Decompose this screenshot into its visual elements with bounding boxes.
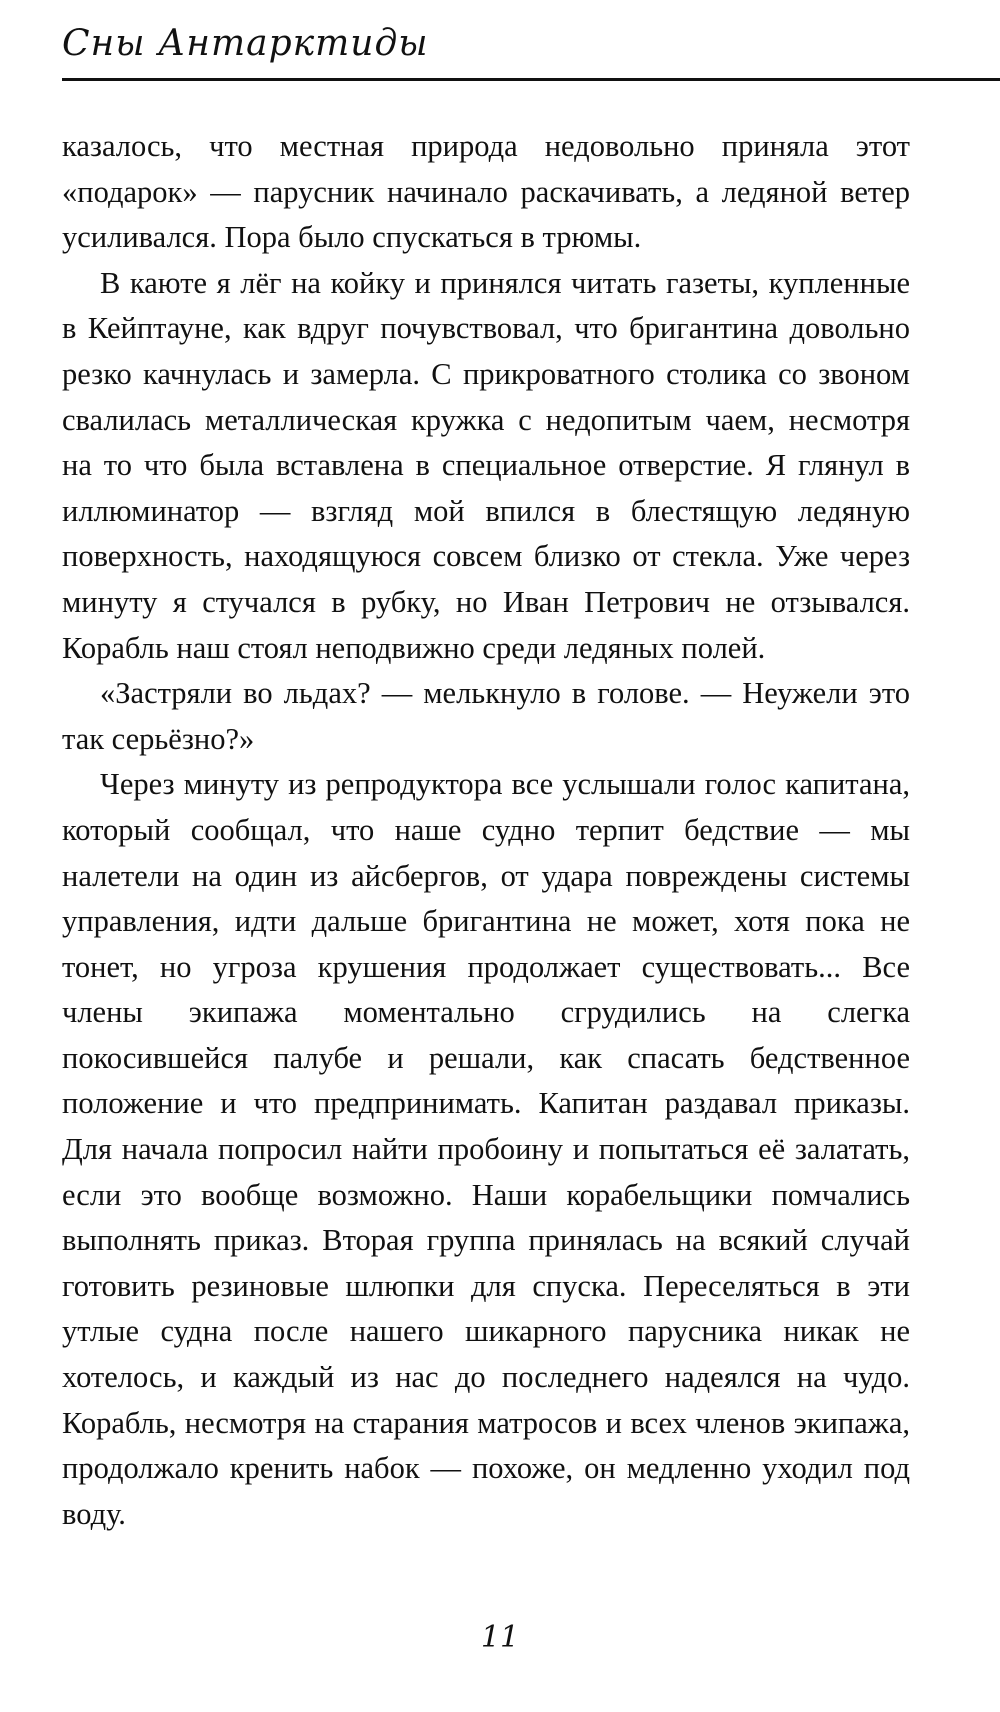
body-text bbox=[62, 124, 910, 1537]
running-title: Сны Антарктиды bbox=[62, 23, 429, 64]
paragraph-4: Через минуту из репродуктора все услышали голос капитана, который сообщал, что наше судно терпит бедствие — мы налетели на один из айсбергов, от удара повреждены системы управления, идти дальше бригантина не может, хотя пока не тонет, но угроза крушения продолжает существовать... Все члены экипажа моментально сгрудились на слегка покосившейся палубе и решали, как спасать бедственное положение и что предпринимать. Капитан раздавал приказы. Для начала попросил найти пробоину и попытаться её залатать, если это вообще возможно. Наши корабельщики помчались выполнять приказ. Вторая группа принялась на всякий случай готовить резиновые шлюпки для спуска. Переселяться в эти утлые судна после нашего шикарного парусника никак не хотелось, и каждый из нас до последнего надеялся на чудо. Корабль, несмотря на старания матросов и всех членов экипажа, продолжало кренить набок — похоже, он медленно уходил под воду. bbox=[62, 767, 910, 1531]
paragraph-1: казалось, что местная природа недовольно приняла этот «подарок» — парусник начинало раскачивать, а ледяной ветер усиливался. Пора было спускаться в трюмы. bbox=[62, 129, 910, 255]
header-rule bbox=[62, 78, 1000, 81]
paragraph-2: В каюте я лёг на койку и принялся читать газеты, купленные в Кейптауне, как вдруг почувствовал, что бригантина довольно резко качнулась и замерла. С прикроватного столика со звоном свалилась металлическая кружка с недопитым чаем, несмотря на то что была вставлена в специальное отверстие. Я глянул в иллюминатор — взгляд мой впился в блестящую ледяную поверхность, находящуюся совсем близко от стекла. Уже через минуту я стучался в рубку, но Иван Петрович не отзывался. Корабль наш стоял неподвижно среди ледяных полей. bbox=[62, 265, 910, 665]
page-number: 11 bbox=[480, 1620, 520, 1655]
paragraph-3: «Застряли во льдах? — мелькнуло в голове. — Неужели это так серьёзно?» bbox=[62, 676, 910, 756]
